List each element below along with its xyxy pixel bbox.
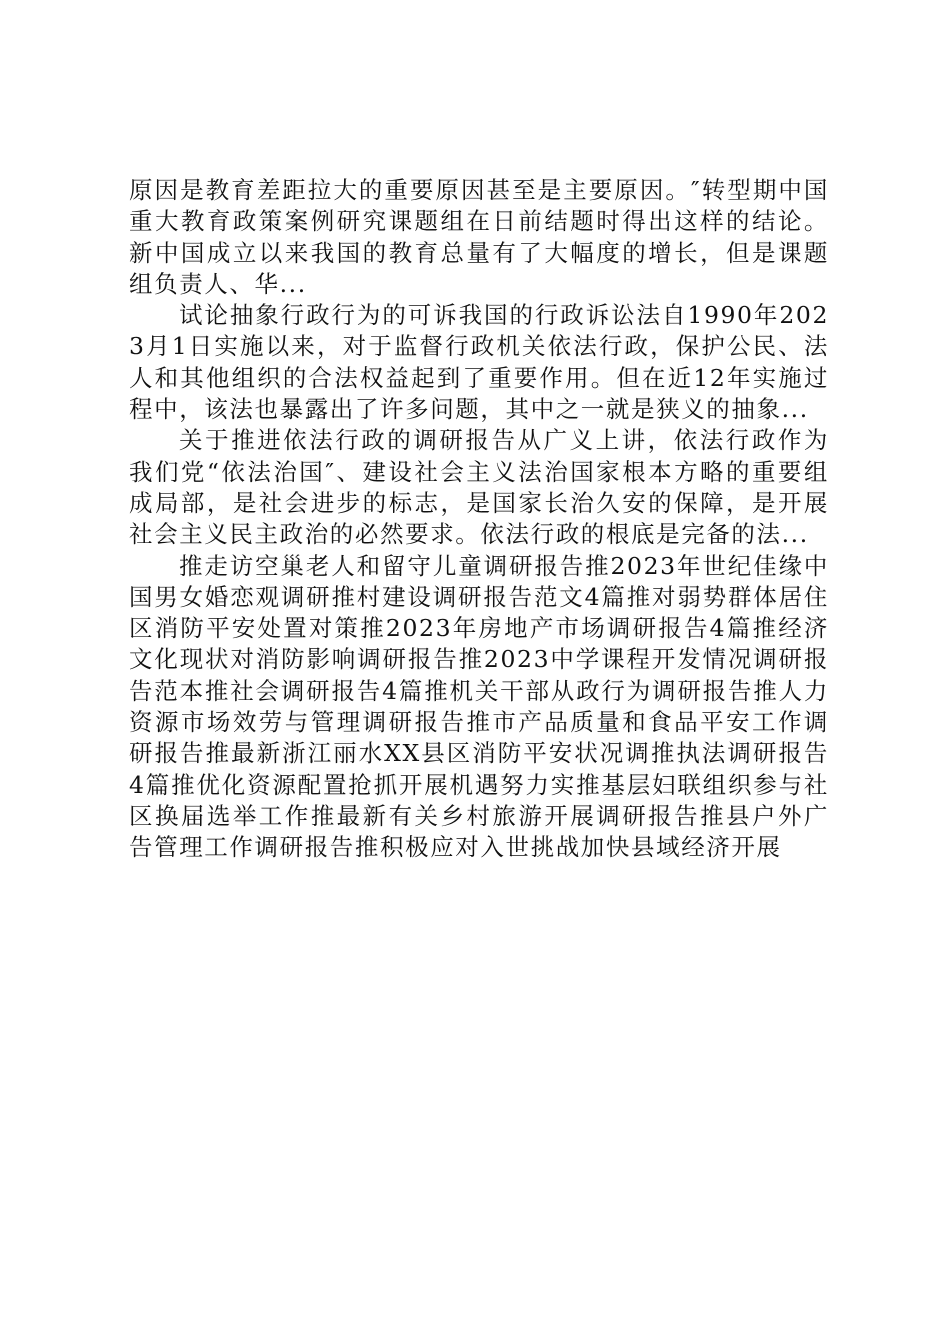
paragraph-related-reports-list: 推走访空巢老人和留守儿童调研报告推2023年世纪佳缘中国男女婚恋观调研推村建设调研报告范文4篇推对弱势群体居住区消防平安处置对策推2023年房地产市场调研报告4篇推经济文化现状对消防影响调研报告推2023中学课程开发情况调研报告范本推社会调研报告4篇推机关干部从政行为调研报告推人力资源市场效劳与管理调研报告推市产品质量和食品平安工作调研报告推最新浙江丽水XX县区消防平安状况调推执法调研报告4篇推优化资源配置抢抓开展机遇努力实推基层妇联组织参与社区换届选举工作推最新有关乡村旅游开展调研报告推县户外广告管理工作调研报告推积极应对入世挑战加快县域经济开展 [129, 551, 829, 862]
paragraph-continuation: 原因是教育差距拉大的重要原因甚至是主要原因。″转型期中国重大教育政策案例研究课题组在日前结题时得出这样的结论。新中国成立以来我国的教育总量有了大幅度的增长，但是课题组负责人、华... [129, 176, 829, 298]
paragraph-law-based-administration: 关于推进依法行政的调研报告从广义上讲，依法行政作为我们党“依法治国″、建设社会主义法治国家根本方略的重要组成局部，是社会进步的标志，是国家长治久安的保障，是开展社会主义民主政治的必然要求。依法行政的根底是完备的法... [129, 426, 829, 549]
document-body [129, 175, 829, 864]
paragraph-abstract-administrative-act: 试论抽象行政行为的可诉我国的行政诉讼法自1990年2023月1日实施以来，对于监督行政机关依法行政，保护公民、法人和其他组织的合法权益起到了重要作用。但在近12年实施过程中，该法也暴露出了许多问题，其中之一就是狭义的抽象... [129, 301, 829, 424]
